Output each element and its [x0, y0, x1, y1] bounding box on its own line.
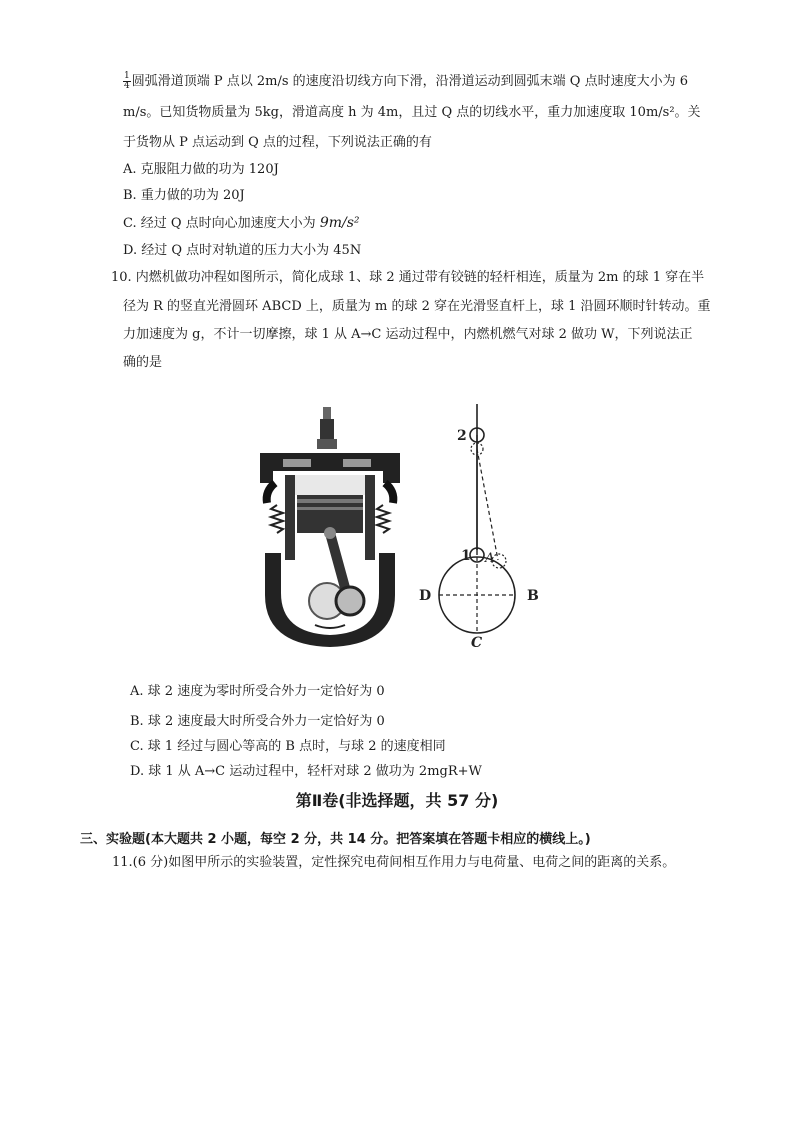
label-D: D	[419, 588, 432, 604]
q10-line-2: 径为 R 的竖直光滑圆环 ABCD 上，质量为 m 的球 2 穿在光滑竖直杆上，球 1 沿圆环顺时针转动。重	[123, 299, 711, 314]
q10-line-4: 确的是	[123, 355, 163, 370]
q9-line-1: $\frac{1}{4}$ 圆弧滑道顶端 P 点以 2m/s 的速度沿切线方向下滑，沿滑道运动到圆弧末端 Q 点时速度大小为 6	[124, 71, 688, 91]
engine-cutaway-illustration	[255, 405, 405, 655]
q10-option-a: A. 球 2 速度为零时所受合外力一定恰好为 0	[130, 684, 385, 699]
light-rod-ghost	[477, 449, 498, 560]
q10-line-1: 10. 内燃机做功冲程如图所示，简化成球 1、球 2 通过带有铰链的轻杆相连，质量为 2m 的球 1 穿在半	[111, 270, 705, 285]
label-1: 1	[461, 548, 471, 564]
acceleration-value: 9m/s²	[319, 215, 360, 231]
q9-option-c: C. 经过 Q 点时向心加速度大小为 9m/s²	[123, 215, 360, 231]
label-A: A	[485, 551, 495, 566]
label-B: B	[527, 588, 539, 604]
label-C: C	[471, 635, 483, 650]
quarter-fraction: $\frac{1}{4}$	[124, 71, 130, 91]
q10-option-d: D. 球 1 从 A→C 运动过程中，轻杆对球 2 做功为 2mgR+W	[130, 764, 482, 779]
section-3-heading: 三、实验题(本大题共 2 小题，每空 2 分，共 14 分。把答案填在答题卡相应的横线上。)	[80, 832, 591, 847]
q10-line-3: 力加速度为 g，不计一切摩擦，球 1 从 A→C 运动过程中，内燃机燃气对球 2 做功 W，下列说法正	[123, 327, 693, 342]
q11-text: 11.(6 分)如图甲所示的实验装置，定性探究电荷间相互作用力与电荷量、电荷之间的距离的关系。	[112, 855, 676, 870]
q9-option-a: A. 克服阻力做的功为 120J	[123, 162, 279, 177]
q10-option-b: B. 球 2 速度最大时所受合外力一定恰好为 0	[130, 714, 385, 729]
part-2-title: 第Ⅱ卷(非选择题，共 57 分)	[295, 791, 499, 810]
q9-line-3: 于货物从 P 点运动到 Q 点的过程，下列说法正确的有	[123, 135, 432, 150]
q9-option-d: D. 经过 Q 点时对轨道的压力大小为 45N	[123, 243, 362, 258]
label-2: 2	[457, 428, 467, 444]
q9-option-b: B. 重力做的功为 20J	[123, 188, 245, 203]
q10-option-c: C. 球 1 经过与圆心等高的 B 点时，与球 2 的速度相同	[130, 739, 446, 754]
ring-rod-schematic	[405, 400, 555, 650]
q9-line-2: m/s。已知货物质量为 5kg，滑道高度 h 为 4m，且过 Q 点的切线水平，重力加速度取 10m/s²。关	[123, 105, 701, 120]
